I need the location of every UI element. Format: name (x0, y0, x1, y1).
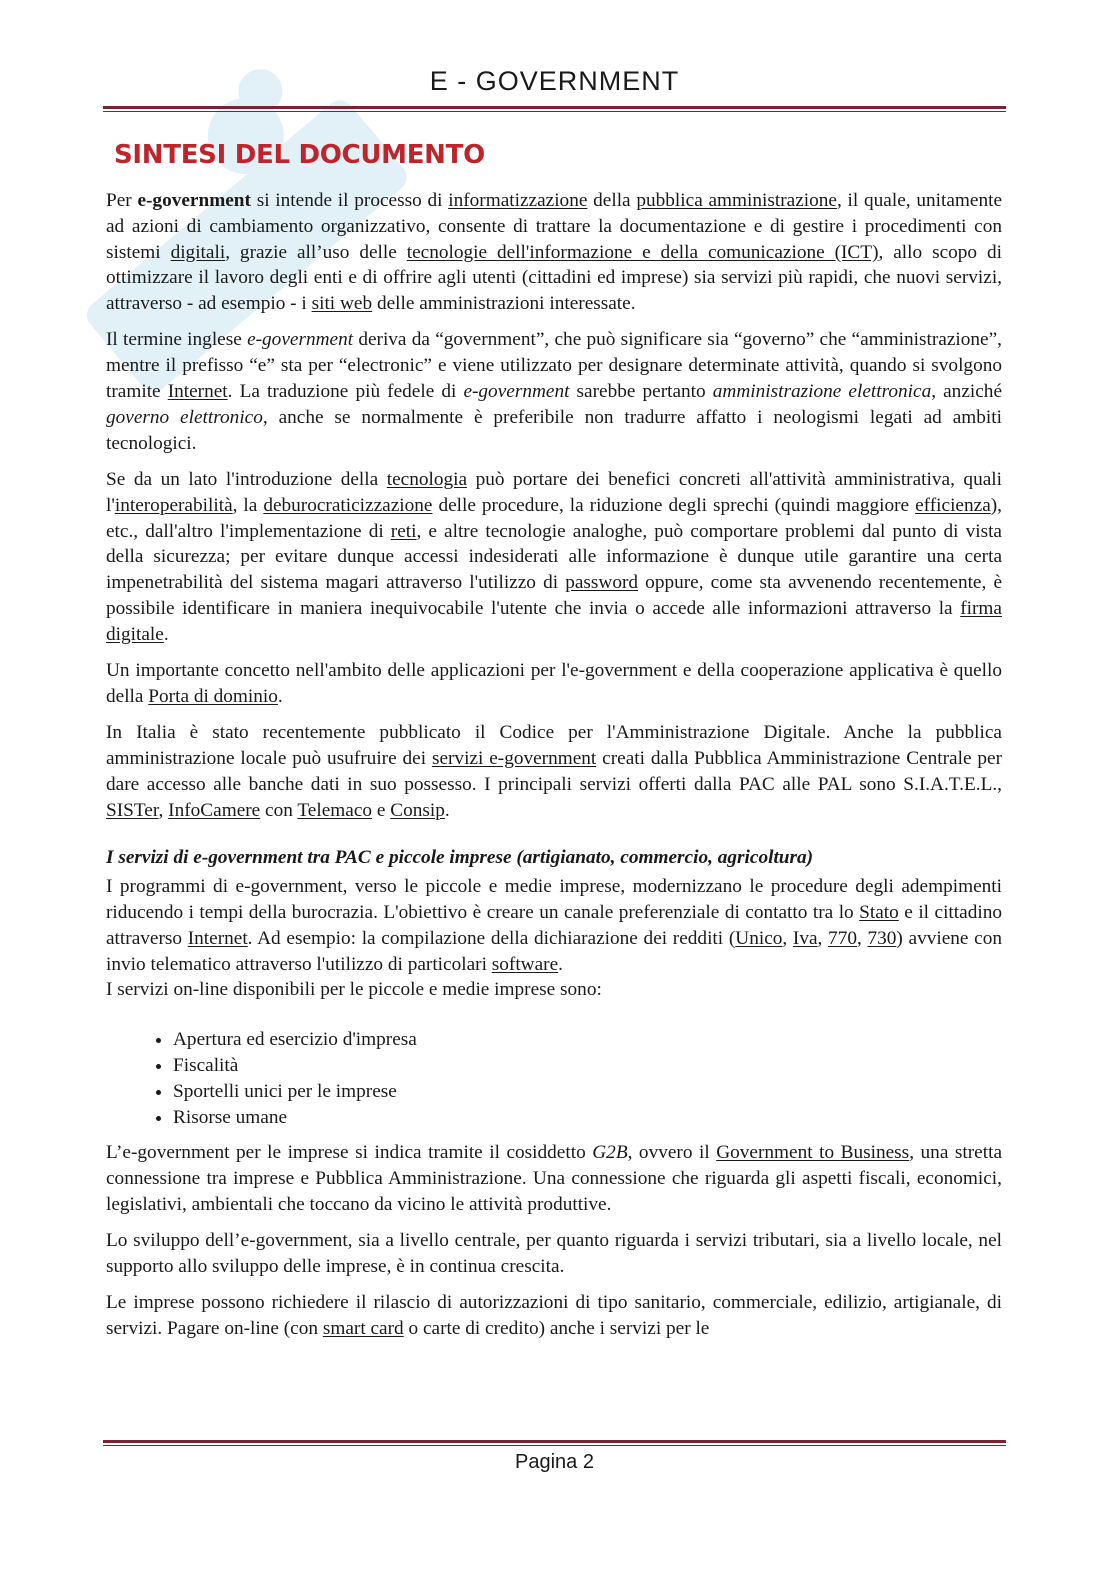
document-body (106, 188, 1002, 1352)
link-iva[interactable]: Iva (792, 927, 818, 949)
paragraph-7: I servizi on-line disponibili per le piccole e medie imprese sono: (106, 979, 602, 1001)
link-770[interactable]: 770 (828, 927, 857, 949)
page-number: Pagina 2 (515, 1451, 594, 1473)
footer-rule-thin (103, 1445, 1006, 1446)
link-government-to-business[interactable]: Government to Business (716, 1142, 910, 1164)
link-reti[interactable]: reti (390, 520, 417, 542)
section-subheading: I servizi di e-government tra PAC e piccole imprese (artigianato, commercio, agricoltura) (106, 847, 814, 869)
header-rule-thin (103, 111, 1006, 112)
link-interoperabilita[interactable]: interoperabilità (114, 494, 233, 516)
link-porta-di-dominio[interactable]: Porta di dominio (148, 685, 278, 707)
link-tecnologia[interactable]: tecnologia (386, 468, 468, 490)
link-internet[interactable]: Internet (167, 381, 228, 403)
link-software[interactable]: software (491, 953, 559, 975)
link-password[interactable]: password (565, 572, 639, 594)
header-title: E - GOVERNMENT (429, 66, 680, 96)
link-sister[interactable]: SISTer (106, 799, 159, 821)
services-list (106, 1027, 1002, 1130)
paragraph-4: Un importante concetto nell'ambito delle applicazioni per l'e-government e della cooperazione applicativa è quello della Porta di dominio. (106, 660, 1002, 707)
paragraph-5: In Italia è stato recentemente pubblicato il Codice per l'Amministrazione Digitale. Anche la pubblica amministrazione locale può usufruire dei servizi e-government creati dalla Pubblica Amministrazione Centrale per dare accesso alle banche dati in suo possesso. I principali servizi offerti dalla PAC alle PAL sono S.I.A.T.E.L., SISTer, InfoCamere con Telemaco e Consip. (106, 722, 1002, 821)
link-telemaco[interactable]: Telemaco (297, 799, 373, 821)
paragraph-6: I programmi di e-government, verso le piccole e medie imprese, modernizzano le procedure degli adempimenti riducendo i tempi della burocrazia. L'obiettivo è creare un canale preferenziale di contatto tra lo Stato e il cittadino attraverso Internet. Ad esempio: la compilazione della dichiarazione dei redditi (Unico, Iva, 770, 730) avviene con invio telematico attraverso l'utilizzo di particolari software. (106, 876, 1003, 975)
paragraph-8: L’e-government per le imprese si indica tramite il cosiddetto G2B, ovvero il Government to Business, una stretta connessione tra imprese e Pubblica Amministrazione. Una connessione che riguarda gli aspetti fiscali, economici, legislativi, ambientali che toccano da vicino le attività produttive. (106, 1142, 1003, 1215)
link-digitali[interactable]: digitali (170, 241, 226, 263)
link-informatizzazione[interactable]: informatizzazione (448, 190, 588, 211)
link-internet-2[interactable]: Internet (187, 927, 248, 949)
paragraph-9: Lo sviluppo dell’e-government, sia a livello centrale, per quanto riguarda i servizi tributari, sia a livello locale, nel supporto allo sviluppo delle imprese, è in continua crescita. (106, 1230, 1002, 1277)
link-unico[interactable]: Unico (735, 927, 783, 949)
list-item: • Apertura ed esercizio d'impresa (173, 1027, 1002, 1053)
link-servizi-e-government[interactable]: servizi e-government (431, 747, 597, 769)
link-siti-web[interactable]: siti web (311, 293, 373, 315)
link-infocamere[interactable]: InfoCamere (168, 799, 261, 821)
list-item: • Fiscalità (173, 1053, 1002, 1079)
header-rule (103, 106, 1006, 109)
paragraph-2: Il termine inglese e-government deriva da “government”, che può significare sia “governo” che “amministrazione”, mentre il prefisso “e” sta per “electronic” e viene utilizzato per designare determinate attività, quando si svolgono tramite Internet. La traduzione più fedele di e-government sarebbe pertanto amministrazione elettronica, anziché governo elettronico, anche se normalmente è preferibile non tradurre affatto i neologismi legati ad ambiti tecnologici. (106, 329, 1002, 454)
paragraph-1: Per e-government si intende il processo di informatizzazione della pubblica amministrazione, il quale, unitamente ad azioni di cambiamento organizzativo, consente di trattare la documentazione e di gestire i procedimenti con sistemi digitali, grazie all’uso delle tecnologie dell'informazione e della comunicazione (ICT), allo scopo di ottimizzare il lavoro degli enti e di offrire agli utenti (cittadini ed imprese) sia servizi più rapidi, che nuovi servizi, attraverso - ad esempio - i siti web delle amministrazioni interessate. (106, 190, 1002, 315)
link-pubblica-amministrazione[interactable]: pubblica amministrazione (636, 190, 837, 211)
link-stato[interactable]: Stato (859, 901, 899, 923)
document-title: SINTESI DEL DOCUMENTO (114, 140, 485, 170)
link-efficienza[interactable]: efficienza (915, 494, 991, 516)
paragraph-3: Se da un lato l'introduzione della tecnologia può portare dei benefici concreti all'attività amministrativa, quali l'interoperabilità, la deburocraticizzazione delle procedure, la riduzione degli sprechi (quindi maggiore efficienza), etc., dall'altro l'implementazione di reti, e altre tecnologie analoghe, può comportare problemi dal punto di vista della sicurezza; per evitare dunque accessi indesiderati alle informazione è dunque utile garantire una certa impenetrabilità del sistema magari attraverso l'utilizzo di password oppure, come sta avvenendo recentemente, è possibile identificare in maniera inequivocabile l'utente che invia o accede alle informazioni attraverso la firma digitale. (106, 468, 1002, 645)
link-firma-digitale[interactable]: firma digitale (106, 597, 1002, 645)
link-consip[interactable]: Consip (390, 799, 445, 821)
list-item: • Risorse umane (173, 1105, 1002, 1131)
link-smart-card[interactable]: smart card (322, 1318, 404, 1340)
list-item: • Sportelli unici per le imprese (173, 1079, 1002, 1105)
link-730[interactable]: 730 (867, 927, 897, 949)
paragraph-10: Le imprese possono richiedere il rilascio di autorizzazioni di tipo sanitario, commerciale, edilizio, artigianale, di servizi. Pagare on-line (con smart card o carte di credito) anche i servizi per le (106, 1292, 1002, 1340)
footer-rule (103, 1440, 1006, 1443)
link-ict[interactable]: tecnologie dell'informazione e della comunicazione (ICT) (406, 241, 879, 263)
link-deburocraticizzazione[interactable]: deburocraticizzazione (263, 494, 433, 516)
